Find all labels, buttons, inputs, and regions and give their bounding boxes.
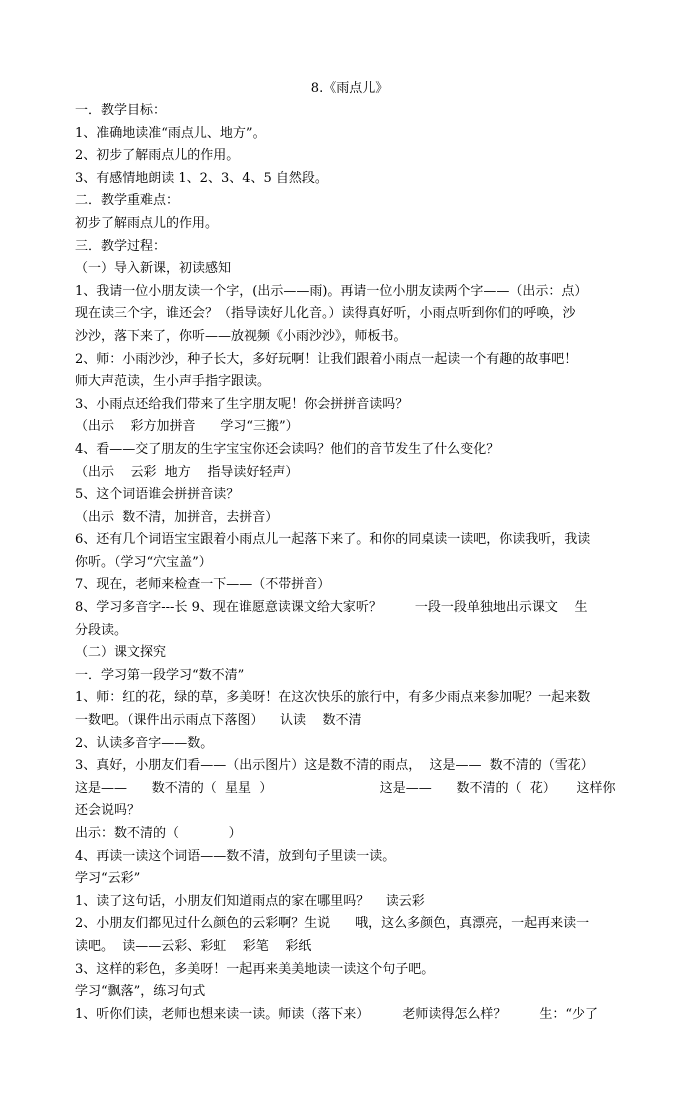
text-line: 5、这个词语谁会拼拼音读？ — [75, 487, 240, 503]
lesson-body — [75, 100, 630, 1026]
text-line: 沙沙，落下来了，你听——放视频《小雨沙沙》，师板书。 — [75, 328, 407, 344]
text-line: 还会说吗？ — [75, 803, 141, 819]
text-line: 学习“飘落”，练习句式 — [75, 984, 206, 1000]
text-line: 出示：数不清的（ ） — [75, 826, 242, 841]
text-line: 4、再读一读这个词语——数不清，放到句子里读一读。 — [75, 848, 396, 864]
text-line: 8、学习多音字---长 9、现在谁愿意读课文给大家听？ 一段一段单独地出示课文 生 — [75, 600, 588, 616]
text-line: 分段读。 — [75, 622, 128, 638]
text-line: 1、我请一位小朋友读一个字，(出示——雨)。再请一位小朋友读两个字——（出示：点） — [75, 283, 588, 299]
text-line: 3、这样的彩色，多美呀！一起再来美美地读一读这个句子吧。 — [75, 961, 435, 977]
text-line: 1、听你们读，老师也想来读一读。师读（落下来） 老师读得怎么样？ 生：“少了 — [75, 1006, 599, 1022]
text-line: 这是—— 数不清的（ 星星 ） 这是—— 数不清的（ 花） 这样你 — [75, 780, 616, 796]
text-line: 学习“云彩” — [75, 871, 141, 887]
text-line: 师大声范读，生小声手指字跟读。 — [75, 374, 271, 390]
text-line: 4、看——交了朋友的生字宝宝你还会读吗？他们的音节发生了什么变化？ — [75, 441, 500, 457]
text-line: 读吧。 读——云彩、彩虹 彩笔 彩纸 — [75, 938, 312, 954]
text-line: 2、小朋友们都见过什么颜色的云彩啊？生说 哦，这么多颜色，真漂亮，一起再来读一 — [75, 916, 590, 932]
text-line: （一）导入新课，初读感知 — [75, 261, 232, 277]
text-line: （出示 数不清，加拼音，去拼音） — [75, 509, 279, 525]
text-line: （出示 彩方加拼音 学习“三搬”） — [75, 419, 299, 435]
text-line: 初步了解雨点儿的作用。 — [75, 215, 219, 231]
text-line: 三．教学过程： — [75, 238, 167, 254]
text-line: 2、师：小雨沙沙，种子长大，多好玩啊！让我们跟着小雨点一起读一个有趣的故事吧！ — [75, 351, 578, 367]
text-line: 3、有感情地朗读 1、2、3、4、5 自然段。 — [75, 170, 328, 186]
text-line: 3、小雨点还给我们带来了生字朋友呢！你会拼拼音读吗？ — [75, 396, 409, 412]
text-line: 现在读三个字，谁还会？（指导读好儿化音。）读得真好听，小雨点听到你们的呼唤，沙 — [75, 306, 576, 322]
text-line: 你听。（学习“穴宝盖”） — [75, 554, 212, 570]
lesson-title: 8.《雨点儿》 — [310, 81, 389, 96]
text-line: 6、还有几个词语宝宝跟着小雨点儿一起落下来了。和你的同桌读一读吧，你读我听，我读 — [75, 532, 591, 548]
text-line: （出示 云彩 地方 指导读好轻声） — [75, 464, 299, 480]
text-line: 一．教学目标： — [75, 103, 167, 118]
text-line: （二）课文探究 — [75, 645, 167, 661]
text-line: 3、真好，小朋友们看——（出示图片）这是数不清的雨点， 这是—— 数不清的（雪花） — [75, 758, 594, 774]
text-line: 2、初步了解雨点儿的作用。 — [75, 148, 240, 164]
text-line: 二．教学重难点： — [75, 193, 180, 209]
text-line: 1、读了这句话，小朋友们知道雨点的家在哪里吗？ 读云彩 — [75, 893, 425, 909]
text-line: 1、师：红的花，绿的草，多美呀！在这次快乐的旅行中，有多少雨点来参加呢？一起来数 — [75, 690, 591, 706]
text-line: 一．学习第一段学习“数不清” — [75, 667, 245, 683]
text-line: 一数吧。（课件出示雨点下落图） 认读 数不清 — [75, 713, 362, 729]
text-line: 7、现在，老师来检查一下——（不带拼音） — [75, 577, 331, 593]
text-line: 1、准确地读准“雨点儿、地方”。 — [75, 125, 266, 141]
text-line: 2、认读多音字——数。 — [75, 735, 214, 751]
